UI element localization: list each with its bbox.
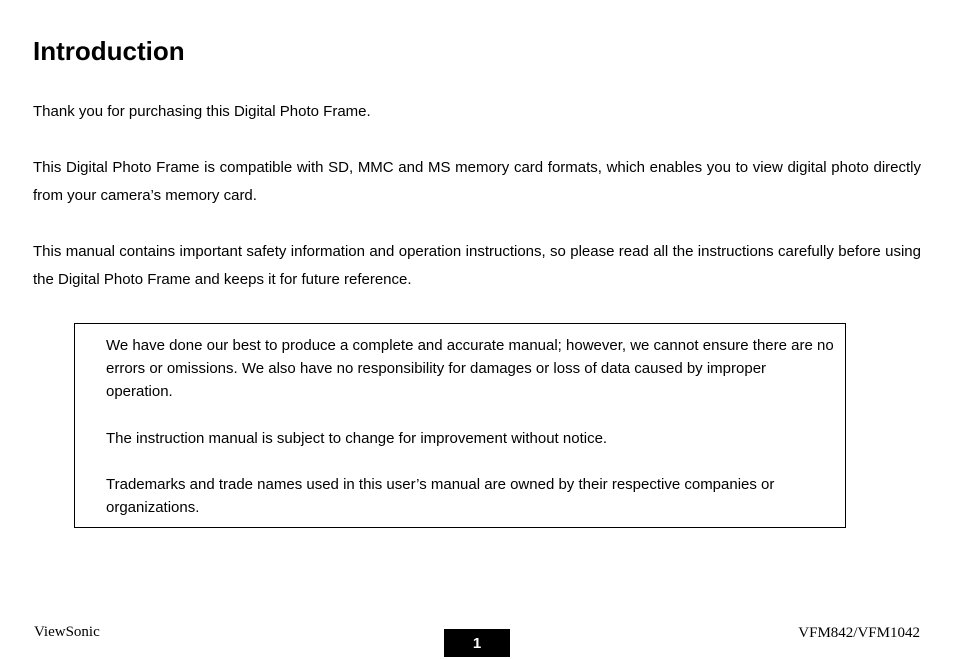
intro-paragraph-safety: This manual contains important safety information and operation instructions, so please read all the instructions carefully before using the Digital Photo Frame and keeps it for future reference. [33,243,921,288]
intro-paragraph-thanks: Thank you for purchasing this Digital Photo Frame. [33,103,371,120]
disclaimer-box [74,323,846,528]
disclaimer-accuracy: We have done our best to produce a complete and accurate manual; however, we cannot ensure there are no errors or omissions. We also have no responsibility for damages or loss of data caused by improper operation. [106,337,834,400]
disclaimer-changes: The instruction manual is subject to change for improvement without notice. [106,430,608,447]
page-title: Introduction [33,36,185,66]
footer-model: VFM842/VFM1042 [798,625,920,641]
footer-brand: ViewSonic [34,624,100,640]
page-number: 1 [444,629,510,657]
intro-paragraph-compatibility: This Digital Photo Frame is compatible with SD, MMC and MS memory card formats, which enables you to view digital photo directly from your camera’s memory card. [33,159,921,204]
disclaimer-trademarks: Trademarks and trade names used in this user’s manual are owned by their respective companies or organizations. [106,476,775,516]
